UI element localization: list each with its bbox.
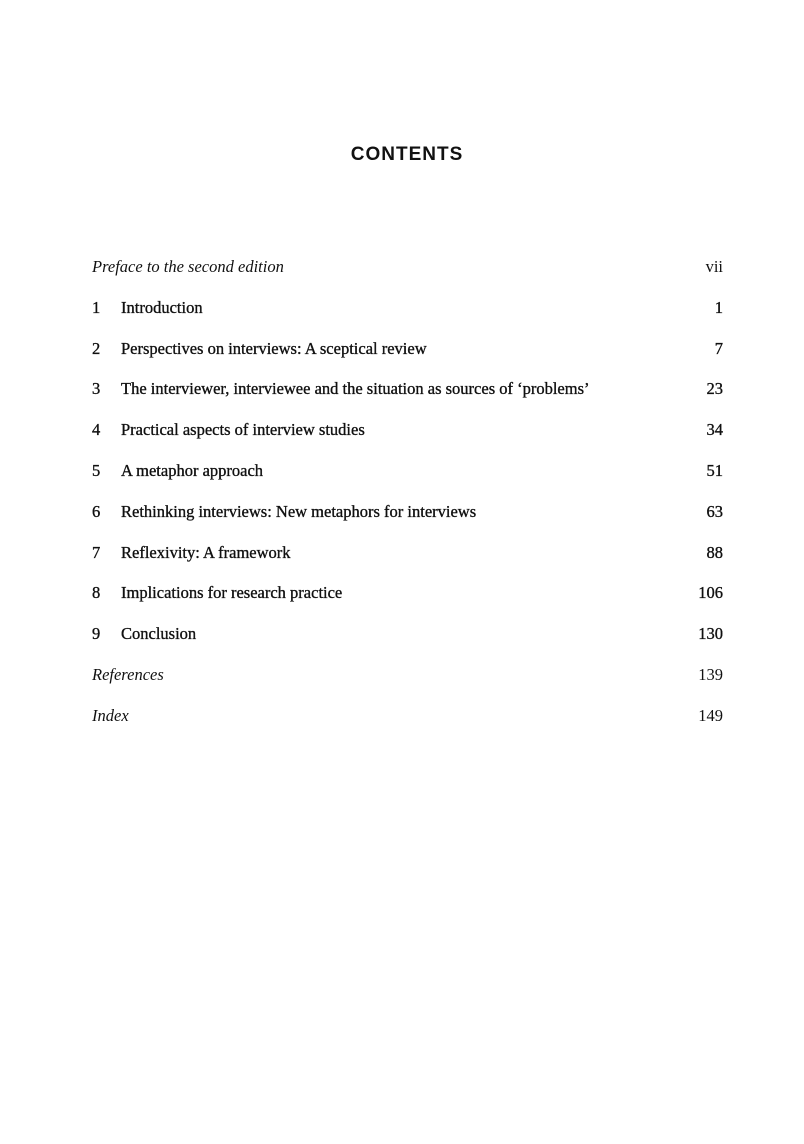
toc-entry-title: References (92, 664, 164, 684)
toc-entry-number: 5 (92, 460, 101, 480)
toc-entry-page: 106 (698, 583, 723, 603)
toc-entry-preface[interactable] (92, 255, 723, 296)
toc-entry-chapter-9[interactable] (92, 622, 723, 663)
toc-entry-references[interactable] (92, 663, 723, 704)
toc-entry-title: Perspectives on interviews: A sceptical review (121, 338, 427, 358)
toc-entry-page: 130 (698, 624, 723, 644)
toc-entry-number: 8 (92, 583, 101, 603)
toc-entry-chapter-8[interactable] (92, 581, 723, 622)
toc-entry-index[interactable] (92, 704, 723, 745)
toc-entry-title: Preface to the second edition (92, 257, 284, 276)
toc-entry-number: 9 (92, 624, 101, 644)
toc-entry-title: The interviewer, interviewee and the situation as sources of ‘problems’ (121, 379, 590, 399)
toc-entry-number: 1 (92, 297, 101, 317)
toc-entry-title: Implications for research practice (121, 583, 343, 603)
toc-entry-chapter-6[interactable] (92, 500, 723, 541)
toc-entry-page: 7 (714, 338, 723, 358)
toc-entry-number: 2 (92, 338, 101, 358)
toc-entry-number: 4 (92, 420, 101, 440)
toc-entry-chapter-5[interactable] (92, 459, 723, 500)
toc-entry-title: Index (92, 705, 129, 725)
table-of-contents (92, 255, 723, 745)
toc-entry-page: 63 (706, 501, 723, 521)
page-title: CONTENTS (350, 144, 464, 165)
toc-entry-chapter-1[interactable] (92, 296, 723, 337)
toc-entry-chapter-3[interactable] (92, 377, 723, 418)
toc-entry-page: 1 (714, 297, 723, 317)
toc-entry-title: Practical aspects of interview studies (121, 420, 365, 440)
toc-entry-title: Conclusion (121, 624, 197, 644)
toc-entry-page: 51 (706, 460, 723, 480)
toc-entry-title: Reflexivity: A framework (121, 542, 291, 562)
toc-entry-title: A metaphor approach (121, 460, 264, 480)
toc-entry-number: 3 (92, 379, 101, 399)
toc-entry-number: 7 (92, 542, 101, 562)
toc-entry-chapter-2[interactable] (92, 337, 723, 378)
toc-entry-page: 149 (698, 705, 723, 725)
toc-entry-title: Introduction (121, 297, 203, 317)
toc-entry-chapter-7[interactable] (92, 541, 723, 582)
toc-entry-page: 34 (706, 420, 723, 440)
toc-entry-page: 23 (706, 379, 723, 399)
toc-entry-number: 6 (92, 501, 101, 521)
toc-entry-chapter-4[interactable] (92, 418, 723, 459)
toc-entry-page: vii (705, 257, 723, 276)
toc-entry-title: Rethinking interviews: New metaphors for interviews (121, 501, 477, 521)
toc-entry-page: 139 (698, 664, 723, 684)
toc-entry-page: 88 (706, 542, 723, 562)
